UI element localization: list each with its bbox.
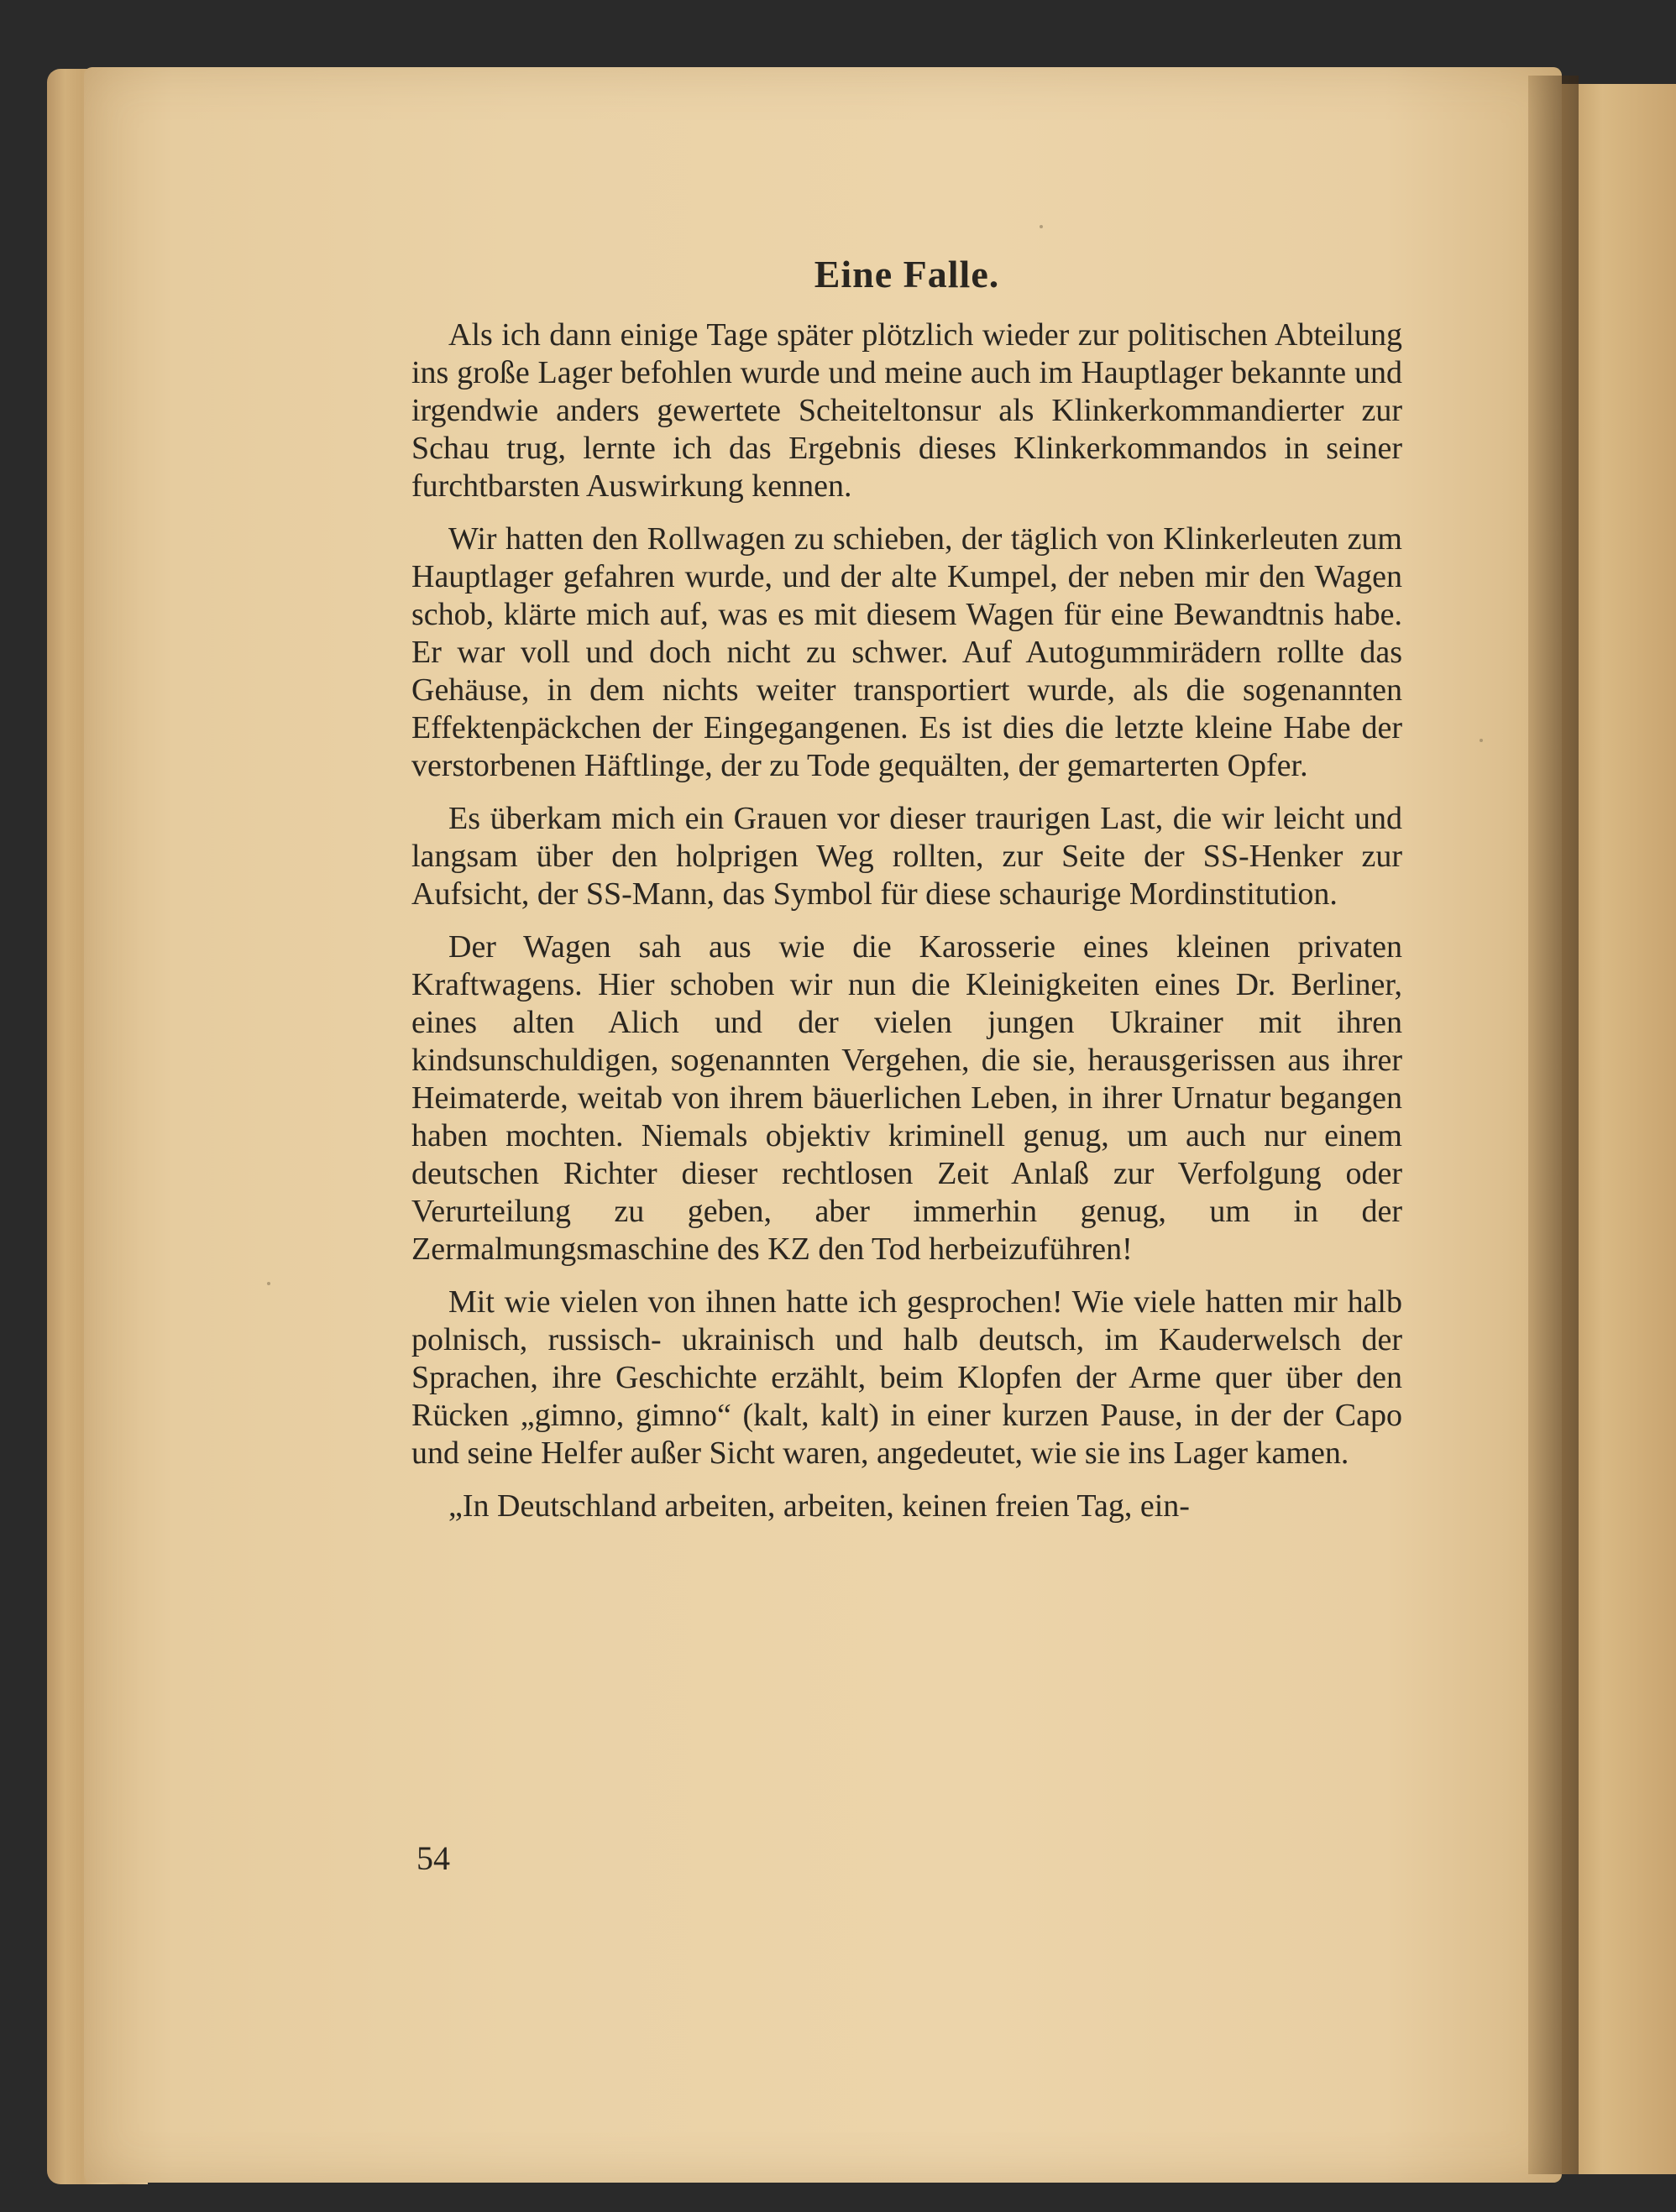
paragraph: Es überkam mich ein Grauen vor dieser traurigen Last, die wir leicht und langsam über den holprigen Weg rollten, zur Seite der SS-Henker zur Aufsicht, der SS-Mann, das Symbol für diese schaurige Mordinstitution. (411, 801, 1402, 912)
paragraph: „In Deutschland arbeiten, arbeiten, keinen freien Tag, ein- (448, 1488, 1190, 1524)
paper-speck (1480, 739, 1483, 742)
chapter-heading: Eine Falle. (814, 253, 1000, 295)
page-number: 54 (416, 1839, 450, 1877)
paper-speck (267, 1282, 270, 1285)
paper-speck (1040, 225, 1043, 228)
paragraph: Mit wie vielen von ihnen hatte ich gesprochen! Wie viele hatten mir halb polnisch, russisch- ukrainisch und halb deutsch, im Kauderwelsch der Sprachen, ihre Geschichte erzählt, beim Klopfen der Arme quer über den Rücken „gimno, gimno“ (kalt, kalt) in einer kurzen Pause, in der der Capo und seine Helfer außer Sicht waren, angedeutet, wie sie ins Lager kamen. (411, 1284, 1402, 1471)
paragraph: Der Wagen sah aus wie die Karosserie eines kleinen privaten Kraftwagens. Hier schoben wir nun die Kleinigkeiten eines Dr. Berliner, eines alten Alich und der vielen jungen Ukrainer mit ihren kindsunschuldigen, sogenannten Vergehen, die sie, herausgerissen aus ihrer Heimaterde, weitab von ihrem bäuerlichen Leben, in ihrer Urnatur begangen haben mochten. Niemals objektiv kriminell genug, um auch nur einem deutschen Richter dieser rechtlosen Zeit Anlaß zur Verfolgung oder Verurteilung zu geben, aber immerhin genug, um in der Zermalmungsmaschine des KZ den Tod herbeizuführen! (411, 929, 1402, 1267)
text-block (411, 252, 1402, 1525)
gutter-shadow (1528, 76, 1579, 2174)
paragraph: Als ich dann einige Tage später plötzlich wieder zur politischen Abteilung ins große Lager befohlen wurde und meine auch im Hauptlager bekannte und irgendwie anders gewertete Scheiteltonsur als Klinkerkommandierter zur Schau trug, lernte ich das Ergebnis dieses Klinkerkommandos in seiner furchtbarsten Auswirkung kennen. (411, 317, 1402, 504)
paragraph: Wir hatten den Rollwagen zu schieben, der täglich von Klinkerleuten zum Hauptlager gefahren wurde, und der alte Kumpel, der neben mir den Wagen schob, klärte mich auf, was es mit diesem Wagen für eine Bewandtnis habe. Er war voll und doch nicht zu schwer. Auf Autogummirädern rollte das Gehäuse, in dem nichts weiter transportiert wurde, als die sogenannten Effektenpäckchen der Eingegangenen. Es ist dies die letzte kleine Habe der verstorbenen Häftlinge, der zu Tode gequälten, der gemarterten Opfer. (411, 521, 1402, 783)
